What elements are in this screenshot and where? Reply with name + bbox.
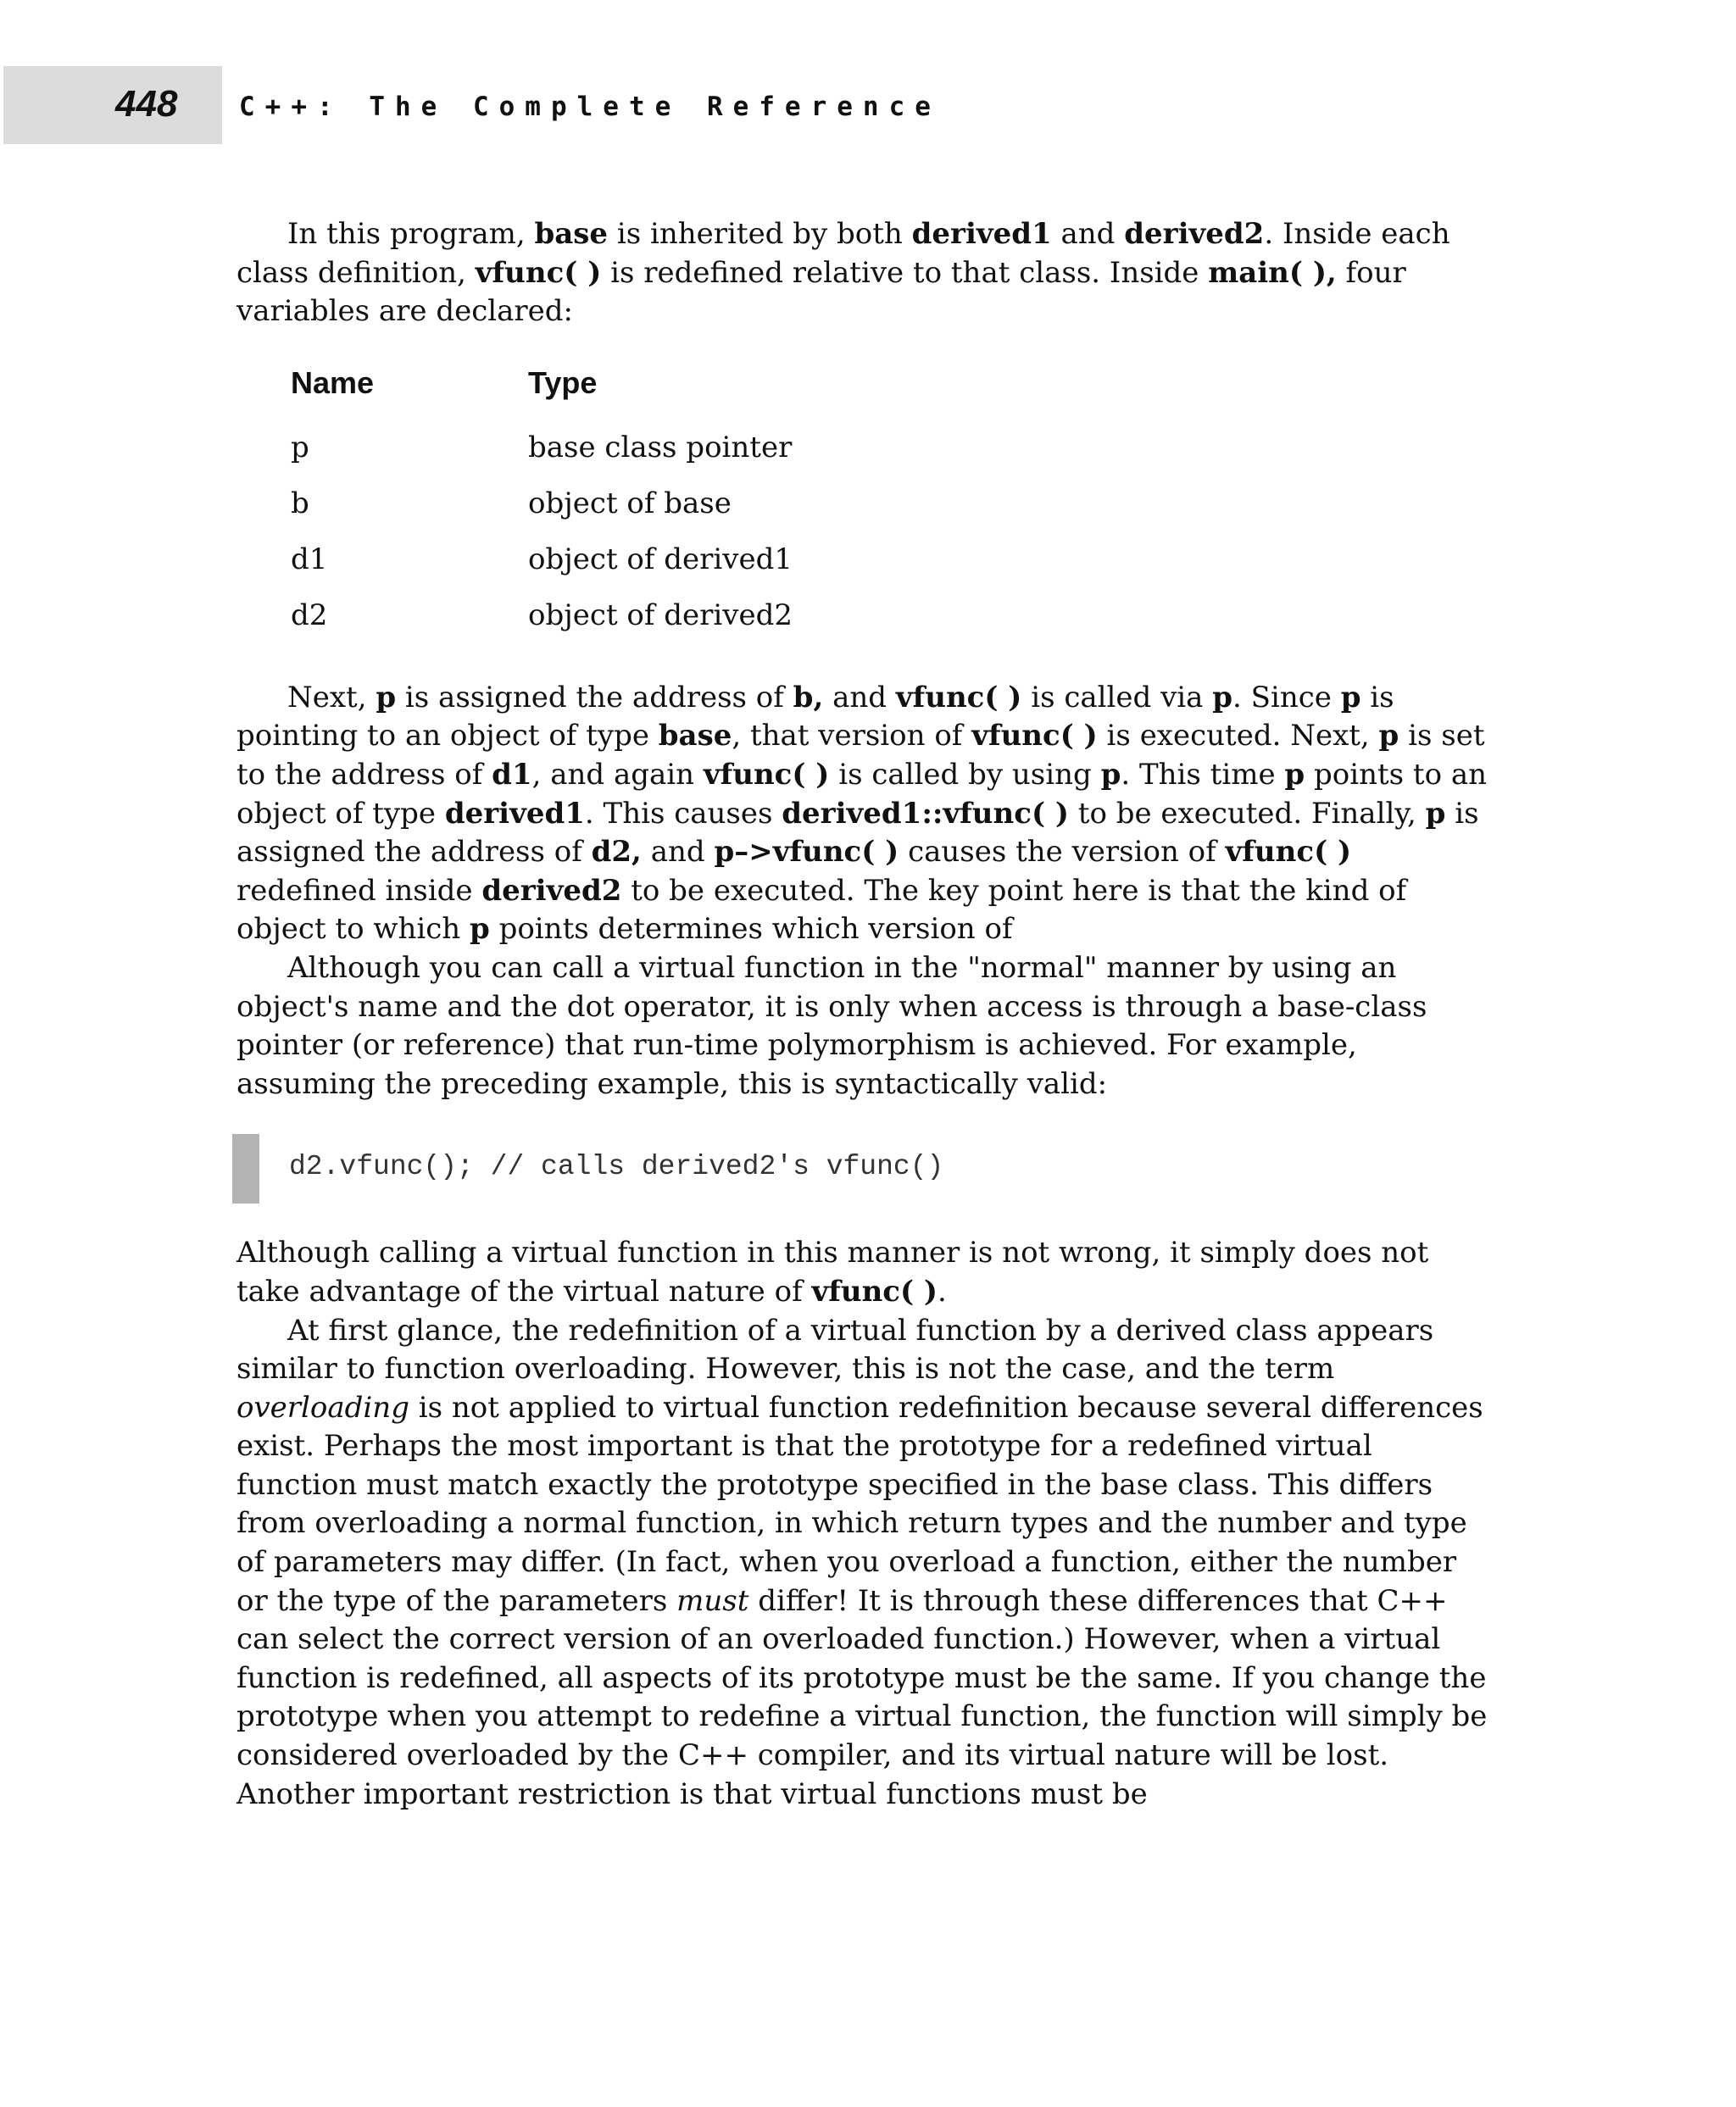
table-cell-name: d1	[291, 542, 328, 576]
page-number-tab	[3, 66, 222, 144]
table-cell-name: b	[291, 486, 309, 520]
table-row	[291, 484, 793, 540]
paragraph-5: At first glance, the redefinition of a virtual function by a derived class appears similar to function overloading. However, this is not the case, and the term overloading is not applied to virtual function redefinition because several differences exist. Perhaps the most important is that the prototype for a redefined virtual function must match exactly the prototype specified in the base class. This differs from overloading a normal function, in which return types and the number and type of parameters may differ. (In fact, when you overload a function, either the number or the type of the parameters must differ! It is through these differences that C++ can select the correct version of an overloaded function.) However, when a virtual function is redefined, all aspects of its prototype must be the same. If you change the prototype when you attempt to redefine a virtual function, the function will simply be considered overloaded by the C++ compiler, and its virtual nature will be lost. Another important restriction is that virtual functions must be	[236, 1313, 1488, 1811]
page-body	[236, 215, 1491, 1814]
table-cell-type: object of derived1	[528, 542, 793, 576]
paragraph-3: Although you can call a virtual function in the "normal" manner by using an object's name and the dot operator, it is only when access is through a base-class pointer (or reference) that run-time polymorphism is achieved. For example, assuming the preceding example, this is syntactically valid:	[236, 950, 1427, 1101]
paragraph-2: Next, p is assigned the address of b, and vfunc( ) is called via p. Since p is pointing to an object of type base, that version of vfunc( ) is executed. Next, p is set to the address of d1, and again vfunc( ) is called by using p. This time p points to an object of type derived1. This causes derived1::vfunc( ) to be executed. Finally, p is assigned the address of d2, and p–>vfunc( ) causes the version of vfunc( ) redefined inside derived2 to be executed. The key point here is that the kind of object to which p points determines which version of	[236, 680, 1488, 947]
table-row	[291, 428, 793, 484]
running-title: C++: The Complete Reference	[239, 92, 941, 122]
table-row	[291, 540, 793, 596]
table-header-row	[291, 364, 793, 428]
code-margin-bar	[232, 1134, 259, 1204]
table-cell-name: p	[291, 430, 309, 464]
paragraph-4: Although calling a virtual function in this manner is not wrong, it simply does not take advantage of the virtual nature of vfunc( ).	[236, 1236, 1429, 1309]
page-number: 448	[115, 83, 178, 125]
table-cell-type: object of derived2	[528, 598, 793, 632]
variables-table	[291, 364, 793, 652]
table-header-type: Type	[528, 364, 598, 400]
table-row	[291, 596, 793, 652]
table-cell-type: object of base	[528, 486, 732, 520]
code-block	[236, 1134, 1491, 1204]
table-cell-name: d2	[291, 598, 328, 632]
table-cell-type: base class pointer	[528, 430, 793, 464]
code-line: d2.vfunc(); // calls derived2's vfunc()	[289, 1151, 944, 1183]
table-header-name: Name	[291, 364, 375, 400]
paragraph-1: In this program, base is inherited by both derived1 and derived2. Inside each class definition, vfunc( ) is redefined relative to that class. Inside main( ), four variables are declared:	[236, 217, 1450, 329]
